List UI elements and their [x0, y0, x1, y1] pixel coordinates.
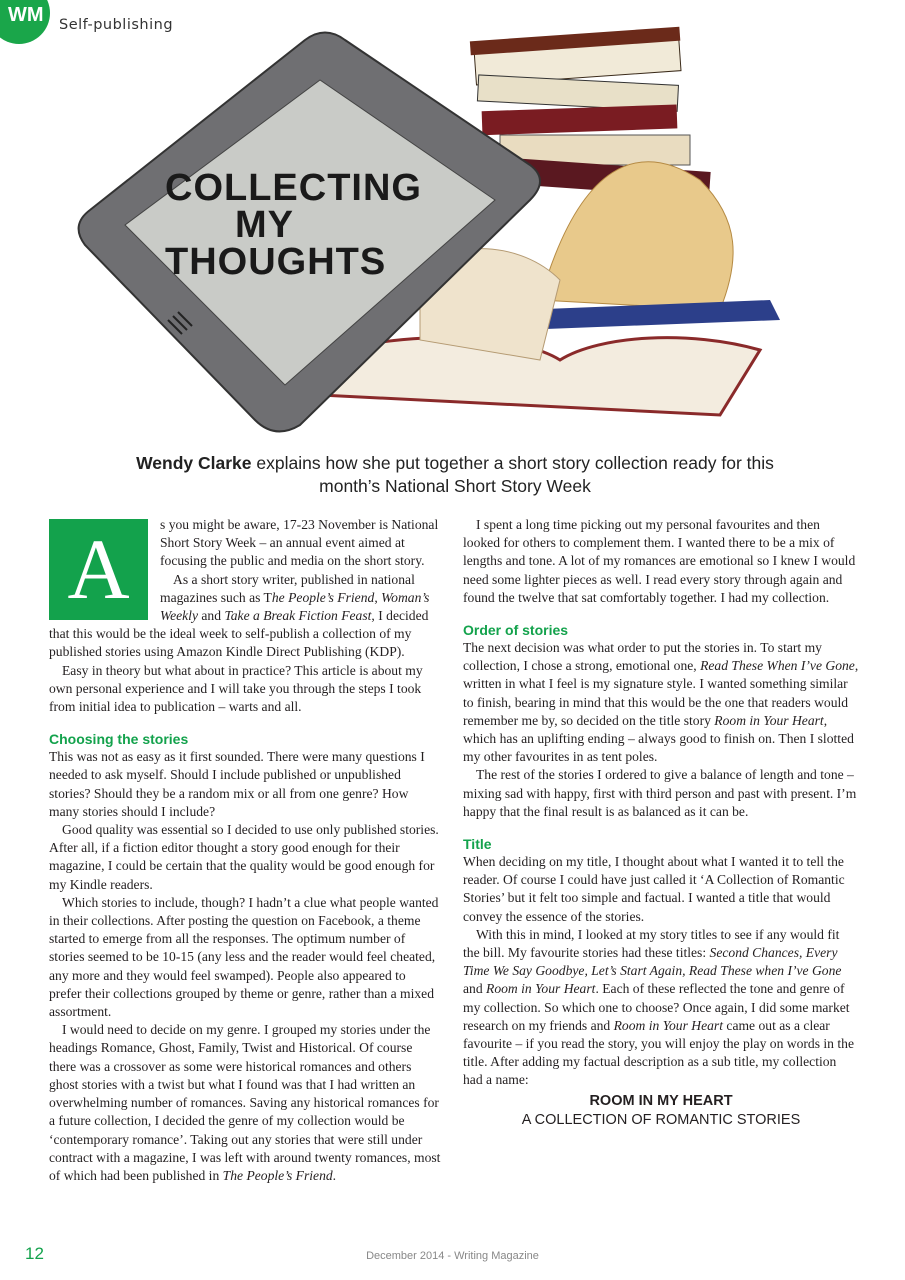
text-run: The next decision was what order to put the stories in. To start my collection, I chose a strong, emotional one, [463, 640, 822, 674]
standfirst-text: explains how she put together a short story collection ready for this month’s National Short Story Week [251, 453, 774, 496]
paragraph [49, 1021, 441, 1185]
title-line: THOUGHTS [165, 241, 387, 283]
article-column-1 [49, 516, 441, 1185]
text-run: s you might be aware, 17-23 November is National Short Story Week – an annual event aimed at focusing the public and media on the short story. [160, 517, 439, 569]
text-run: Which stories to include, though? I hadn’t a clue what people wanted in their collections. After posting the question on Facebook, a theme started to emerge from all the responses. The optimum number of stories seemed to be 10-15 (any less and the reader would feel cheated, any more and they would feel swamped). People also appeared to prefer their collections grouped by theme or genre, rather than a mixed assortment. [49, 894, 439, 1020]
hero-illustration [0, 0, 905, 440]
text-run: I would need to decide on my genre. I grouped my stories under the headings Romance, Ghost, Family, Twist and Historical. Of course there was a crossover as some were historical romances and others ghost stories with a twist but what I found was that I had written an overwhelming number of romances. Saving any historical romances for a future collection, I decided the genre of my collection would be ‘contemporary romance’. Taking out any stories that were still under contract with a magazine, I was left with around twenty romances, most of which had been published in [49, 1022, 441, 1183]
author-name: Wendy Clarke [136, 453, 252, 473]
text-run: Easy in theory but what about in practice? This article is about my own personal experience and I will take you through the steps I took from initial idea to publication – warts and all. [49, 662, 423, 715]
section-label: Self-publishing [59, 17, 174, 33]
article-column-2 [463, 516, 859, 1130]
italic-title: Room in Your Heart [613, 1017, 724, 1033]
text-run: and [198, 608, 225, 624]
standfirst [120, 452, 790, 498]
text-run: . Each of these reflected the tone and genre of my collection. So which one to choose? Once again, I did some market research on my friends and [463, 981, 850, 1033]
italic-title: Woman’s Weekly [160, 589, 430, 624]
subheading: Choosing the stories [49, 731, 189, 748]
subheading: Title [463, 836, 492, 853]
paragraph [463, 639, 859, 766]
text-run: , which has an uplifting ending – always good to finish on. Then I slotted my other favourites in as tent poles. [463, 712, 854, 765]
text-run: Good quality was essential so I decided to use only published stories. After all, if a fiction editor thought a story good enough for their magazine, I could be certain that the quality would be good enough for my Kindle readers. [49, 822, 439, 892]
italic-title: Second Chances, Every Time We Say Goodbye, Let’s Start Again, Read These when I’ve Gone [463, 945, 842, 979]
paragraph [463, 766, 859, 821]
paragraph [49, 748, 441, 821]
text-run: came out as a clear favourite – if you read the story, you will enjoy the play on words in the title. After adding my factual description as a sub title, my collection had a name: [463, 1017, 854, 1088]
text-run: When deciding on my title, I thought about what I wanted it to tell the reader. Of course I could have just called it ‘A Collection of Romantic Stories’ but it felt too simple and factual. I wanted a title that would convey the essence of the stories. [463, 854, 845, 924]
article-title [165, 167, 422, 283]
text-run: and [463, 981, 487, 997]
text-run: , [374, 589, 382, 605]
paragraph [49, 894, 441, 1021]
title-line: MY [235, 204, 294, 246]
italic-title: Take a Break Fiction Feast [224, 608, 372, 624]
drop-cap: A [49, 519, 148, 620]
paragraph [463, 926, 859, 1090]
italic-title: Room in Your Heart [486, 981, 596, 997]
paragraph [463, 516, 859, 607]
italic-title: Read These When I’ve Gone [700, 658, 855, 674]
book-subtitle: A COLLECTION OF ROMANTIC STORIES [521, 1111, 801, 1128]
title-line: COLLECTING [165, 167, 422, 209]
subheading: Order of stories [463, 622, 569, 639]
footer-issue: December 2014 - Writing Magazine [366, 1250, 539, 1262]
text-run: With this in mind, I looked at my story titles to see if any would fit the bill. My favourite stories had these titles: [463, 926, 840, 961]
italic-title: he People’s Friend [271, 589, 375, 605]
text-run: , written in what I feel is my signature style. I wanted something similar to finish, bearing in mind that this would be the one that readers would remember me by, so decided on the title story [463, 658, 859, 728]
paragraph [49, 821, 441, 894]
italic-title: Room in Your Heart [714, 712, 824, 728]
text-run: As a short story writer, published in national magazines such as T [160, 571, 415, 605]
text-run: . [332, 1167, 337, 1183]
paragraph [463, 853, 859, 926]
logo-text: WM [8, 4, 44, 26]
text-run: The rest of the stories I ordered to give a balance of length and tone – mixing sad with happy, first with third person and past with present. I’m happy that the final result is as balanced as it can be. [463, 767, 857, 819]
column-2-body [463, 516, 859, 1090]
text-run: , I decided that this would be the ideal week to self-publish a collection of my published stories using Amazon Kindle Direct Publishing (KDP). [49, 608, 429, 660]
book-title-text: ROOM IN MY HEART [589, 1092, 733, 1109]
text-run: This was not as easy as it first sounded. There were many questions I needed to ask myself. Should I include published or unpublished stories? Should they be a random mix or all from one genre? How many stories should I include? [49, 749, 425, 819]
italic-title: The People’s Friend [222, 1167, 333, 1183]
paragraph [49, 662, 441, 717]
text-run: I spent a long time picking out my personal favourites and then looked for others to complement them. I wanted there to be a mix of lengths and tone. A lot of my romances are emotional so I knew I would need some lighter pieces as well. I read every story through again and found the twelve that sat comfortably together. I had my collection. [463, 517, 856, 605]
page-number: 12 [25, 1244, 44, 1263]
book-title [463, 1092, 859, 1111]
